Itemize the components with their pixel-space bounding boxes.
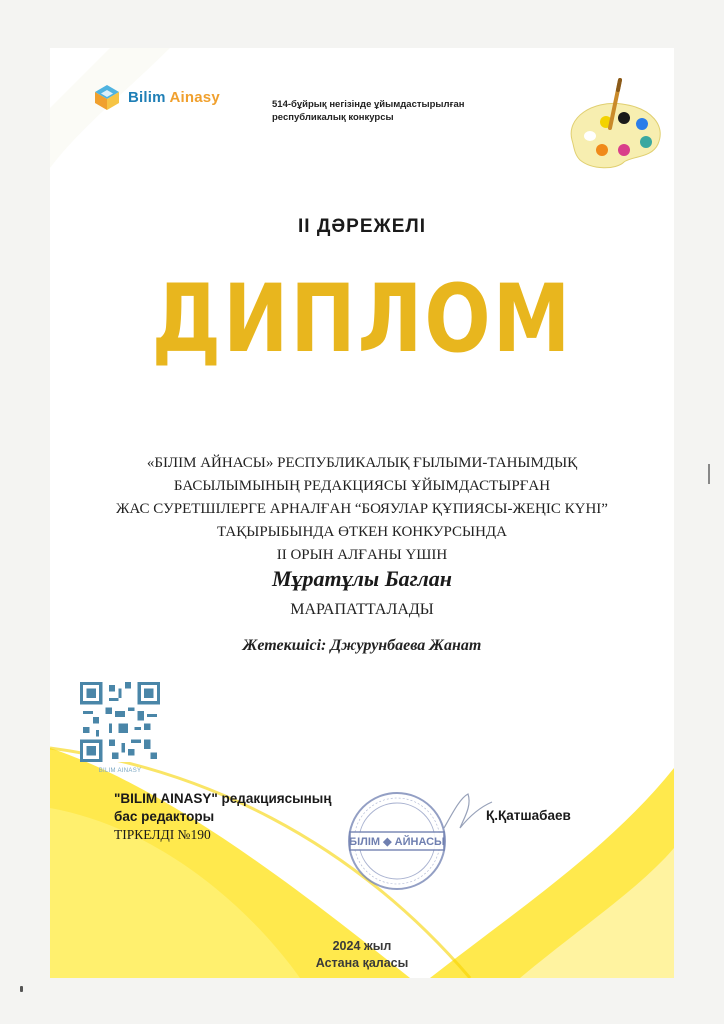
round-stamp-icon bbox=[342, 786, 452, 896]
editor-org-line: "BILIM AINASY" редакциясының bbox=[114, 791, 332, 806]
editor-signature-block bbox=[114, 790, 332, 844]
paint-palette-icon bbox=[562, 78, 670, 178]
award-description bbox=[50, 452, 674, 567]
diploma-title: ДИПЛОМ bbox=[151, 266, 573, 374]
mentor-name: Жетекшісі: Джурунбаева Жанат bbox=[242, 637, 482, 654]
award-line: ТАҚЫРЫБЫНДА ӨТКЕН КОНКУРСЫНДА bbox=[217, 524, 507, 540]
contest-basis-line2: республикалық конкурсы bbox=[272, 112, 394, 123]
contest-basis-note bbox=[272, 98, 532, 124]
brand-name-part2: Ainasy bbox=[169, 88, 220, 106]
footer-year: 2024 жыл bbox=[332, 939, 392, 953]
qr-caption: BILIM AINASY bbox=[98, 768, 142, 774]
award-line: ІІ ОРЫН АЛҒАНЫ ҮШІН bbox=[276, 547, 448, 563]
diploma-degree: ІІ ДӘРЕЖЕЛІ bbox=[298, 216, 426, 237]
brand-name-part1: Bilim bbox=[128, 88, 166, 106]
stamp-text: БІЛІМ ◆ АЙНАСЫ bbox=[349, 836, 445, 848]
footer bbox=[50, 938, 674, 972]
scan-dot-mark bbox=[20, 986, 23, 992]
scan-margin-mark bbox=[708, 464, 710, 484]
qr-code-icon bbox=[80, 682, 160, 762]
awarded-label: МАРАПАТТАЛАДЫ bbox=[290, 601, 434, 618]
chief-editor-name: Қ.Қатшабаев bbox=[486, 808, 571, 823]
book-cube-icon bbox=[92, 82, 122, 112]
brand-name bbox=[128, 89, 220, 106]
award-line: «БІЛІМ АЙНАСЫ» РЕСПУБЛИКАЛЫҚ ҒЫЛЫМИ-ТАНЫМДЫҚ bbox=[146, 455, 578, 471]
award-line: БАСЫЛЫМЫНЫҢ РЕДАКЦИЯСЫ ҰЙЫМДАСТЫРҒАН bbox=[173, 478, 551, 494]
footer-city: Астана қаласы bbox=[315, 956, 409, 970]
award-line: ЖАС СУРЕТШІЛЕРГЕ АРНАЛҒАН “БОЯУЛАР ҚҰПИЯСЫ-ЖЕҢІС КҮНІ” bbox=[116, 501, 608, 517]
editor-title-line: бас редакторы bbox=[114, 809, 215, 824]
registration-number: ТІРКЕЛДІ №190 bbox=[114, 827, 211, 842]
recipient-name: Мұратұлы Баглан bbox=[271, 566, 453, 591]
contest-basis-line1: 514-бұйрық негізінде ұйымдастырылған bbox=[272, 99, 465, 110]
brand-logo bbox=[92, 82, 220, 112]
diploma-sheet bbox=[50, 48, 674, 978]
